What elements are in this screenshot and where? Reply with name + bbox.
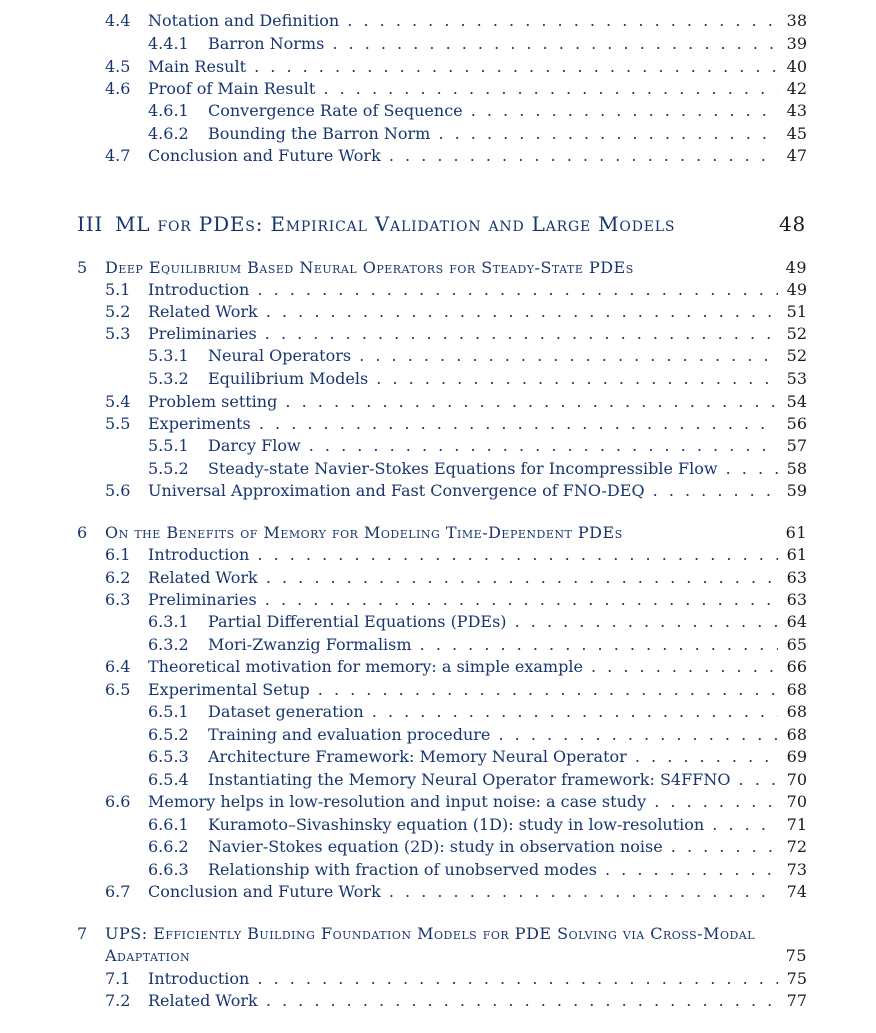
entry-title: Instantiating the Memory Neural Operator framework: S4FFNO . . .	[208, 769, 778, 791]
entry-title: Conclusion and Future Work . . .	[148, 145, 778, 167]
toc-entry-6-3-2[interactable]	[0, 634, 876, 656]
entry-number: 6.3.2	[148, 635, 189, 654]
entry-page: 77	[786, 991, 807, 1010]
entry-number: 6.7	[105, 882, 131, 901]
entry-number: 6.5.1	[148, 702, 189, 721]
entry-page: 63	[786, 568, 807, 587]
entry-page: 58	[786, 459, 807, 478]
entry-number: 5.1	[105, 280, 131, 299]
entry-page: 68	[786, 702, 807, 721]
toc-entry-4-4[interactable]	[0, 10, 876, 32]
entry-title: Notation and Definition . . .	[148, 10, 778, 32]
toc-entry-7-2[interactable]	[0, 990, 876, 1012]
entry-title: Partial Differential Equations (PDEs) . . .	[208, 611, 778, 633]
entry-page: 74	[786, 882, 807, 901]
entry-title: Darcy Flow . . .	[208, 435, 778, 457]
entry-title: Steady-state Navier-Stokes Equations for Incompressible Flow . . .	[208, 458, 778, 480]
chapter-title: On the Benefits of Memory for Modeling Time-Dependent PDEs	[105, 523, 623, 542]
entry-number: 6.5.4	[148, 770, 189, 789]
entry-number: 7.2	[105, 991, 131, 1010]
toc-entry-6-6-1[interactable]	[0, 814, 876, 836]
entry-page: 64	[786, 612, 807, 631]
toc-chapter-7-continued[interactable]	[0, 945, 876, 967]
entry-page: 38	[786, 11, 807, 30]
chapter-page: 61	[785, 523, 807, 542]
toc-part-iii[interactable]	[0, 210, 876, 238]
toc-entry-5-1[interactable]	[0, 279, 876, 301]
entry-title: Mori-Zwanzig Formalism . . .	[208, 634, 778, 656]
toc-entry-6-6-3[interactable]	[0, 859, 876, 881]
entry-number: 6.1	[105, 545, 131, 564]
toc-entry-7-1[interactable]	[0, 968, 876, 990]
toc-entry-4-6-2[interactable]	[0, 123, 876, 145]
entry-title: Introduction . . .	[148, 279, 778, 301]
toc-entry-6-1[interactable]	[0, 544, 876, 566]
entry-number: 6.6.1	[148, 815, 189, 834]
entry-number: 6.6.2	[148, 837, 189, 856]
entry-number: 4.7	[105, 146, 131, 165]
entry-number: 5.5.2	[148, 459, 189, 478]
toc-entry-4-6-1[interactable]	[0, 100, 876, 122]
entry-number: 6.4	[105, 657, 131, 676]
entry-title: Navier-Stokes equation (2D): study in observation noise . . .	[208, 836, 778, 858]
entry-title: Introduction . . .	[148, 968, 778, 990]
toc-entry-4-6[interactable]	[0, 78, 876, 100]
entry-title: Universal Approximation and Fast Convergence of FNO-DEQ . . .	[148, 480, 778, 502]
entry-number: 6.3	[105, 590, 131, 609]
toc-entry-4-7[interactable]	[0, 145, 876, 167]
entry-page: 56	[786, 414, 807, 433]
entry-number: 4.6	[105, 79, 131, 98]
entry-page: 61	[786, 545, 807, 564]
entry-page: 66	[786, 657, 807, 676]
entry-page: 72	[786, 837, 807, 856]
entry-page: 70	[786, 770, 807, 789]
toc-entry-6-5-1[interactable]	[0, 701, 876, 723]
entry-number: 7.1	[105, 969, 131, 988]
entry-page: 68	[786, 725, 807, 744]
entry-title: Convergence Rate of Sequence . . .	[208, 100, 778, 122]
entry-title: Bounding the Barron Norm . . .	[208, 123, 778, 145]
toc-entry-6-6[interactable]	[0, 791, 876, 813]
part-title: ML for PDEs: Empirical Validation and Large Models	[115, 212, 676, 236]
entry-page: 75	[786, 969, 807, 988]
entry-number: 6.5.3	[148, 747, 189, 766]
entry-title: Experimental Setup . . .	[148, 679, 778, 701]
entry-title: Related Work . . .	[148, 567, 778, 589]
entry-page: 70	[786, 792, 807, 811]
entry-title: Neural Operators . . .	[208, 345, 778, 367]
entry-number: 6.3.1	[148, 612, 189, 631]
entry-page: 40	[786, 57, 807, 76]
entry-title: Memory helps in low-resolution and input noise: a case study . . .	[148, 791, 778, 813]
entry-number: 5.3	[105, 324, 131, 343]
part-number: III	[77, 212, 104, 236]
entry-number: 5.3.1	[148, 346, 189, 365]
toc-entry-5-3-1[interactable]	[0, 345, 876, 367]
entry-title: Kuramoto–Sivashinsky equation (1D): study in low-resolution . . .	[208, 814, 778, 836]
entry-page: 68	[786, 680, 807, 699]
toc-entry-5-3[interactable]	[0, 323, 876, 345]
toc-entry-5-2[interactable]	[0, 301, 876, 323]
entry-page: 73	[786, 860, 807, 879]
entry-page: 71	[786, 815, 807, 834]
entry-number: 4.6.1	[148, 101, 189, 120]
part-page: 48	[778, 212, 806, 236]
entry-title: Conclusion and Future Work . . .	[148, 881, 778, 903]
entry-number: 6.6	[105, 792, 131, 811]
entry-number: 6.5	[105, 680, 131, 699]
toc-entry-5-3-2[interactable]	[0, 368, 876, 390]
entry-number: 6.2	[105, 568, 131, 587]
entry-page: 52	[786, 324, 807, 343]
entry-number: 4.5	[105, 57, 131, 76]
toc-entry-5-5[interactable]	[0, 413, 876, 435]
entry-page: 47	[786, 146, 807, 165]
toc-entry-6-5-4[interactable]	[0, 769, 876, 791]
chapter-title: UPS: Efficiently Building Foundation Models for PDE Solving via Cross-Modal	[105, 924, 756, 943]
entry-title: Preliminaries . . .	[148, 323, 778, 345]
chapter-number: 6	[77, 523, 88, 542]
toc-chapter-5[interactable]	[0, 257, 876, 279]
entry-title: Theoretical motivation for memory: a simple example . . .	[148, 656, 778, 678]
toc-entry-4-4-1[interactable]	[0, 33, 876, 55]
entry-page: 65	[786, 635, 807, 654]
entry-number: 4.6.2	[148, 124, 189, 143]
entry-page: 39	[786, 34, 807, 53]
entry-title: Preliminaries . . .	[148, 589, 778, 611]
entry-title: Dataset generation . . .	[208, 701, 778, 723]
entry-page: 45	[786, 124, 807, 143]
entry-title: Introduction . . .	[148, 544, 778, 566]
entry-title: Architecture Framework: Memory Neural Operator . . .	[208, 746, 778, 768]
chapter-number: 5	[77, 258, 88, 277]
entry-number: 5.5	[105, 414, 131, 433]
entry-title: Proof of Main Result . . .	[148, 78, 778, 100]
toc-entry-6-3-1[interactable]	[0, 611, 876, 633]
entry-title: Experiments . . .	[148, 413, 778, 435]
entry-number: 4.4.1	[148, 34, 189, 53]
chapter-title: Adaptation	[105, 946, 191, 965]
entry-title: Related Work . . .	[148, 990, 778, 1012]
chapter-page: 75	[785, 946, 807, 965]
toc-entry-6-5[interactable]	[0, 679, 876, 701]
toc-entry-5-5-1[interactable]	[0, 435, 876, 457]
entry-title: Relationship with fraction of unobserved modes . . .	[208, 859, 778, 881]
entry-page: 52	[786, 346, 807, 365]
toc-entry-6-5-3[interactable]	[0, 746, 876, 768]
entry-number: 5.4	[105, 392, 131, 411]
entry-page: 69	[786, 747, 807, 766]
toc-entry-5-6[interactable]	[0, 480, 876, 502]
entry-page: 42	[786, 79, 807, 98]
entry-title: Barron Norms . . .	[208, 33, 778, 55]
toc-chapter-6[interactable]	[0, 522, 876, 544]
entry-page: 43	[786, 101, 807, 120]
entry-page: 63	[786, 590, 807, 609]
entry-title: Training and evaluation procedure . . .	[208, 724, 778, 746]
entry-number: 4.4	[105, 11, 131, 30]
toc-entry-5-4[interactable]	[0, 391, 876, 413]
toc-entry-4-5[interactable]	[0, 56, 876, 78]
entry-title: Equilibrium Models . . .	[208, 368, 778, 390]
chapter-title: Deep Equilibrium Based Neural Operators for Steady-State PDEs	[105, 258, 634, 277]
entry-title: Main Result . . .	[148, 56, 778, 78]
entry-page: 59	[786, 481, 807, 500]
entry-number: 5.6	[105, 481, 131, 500]
entry-page: 49	[786, 280, 807, 299]
entry-page: 54	[786, 392, 807, 411]
entry-number: 5.5.1	[148, 436, 189, 455]
entry-title: Problem setting . . .	[148, 391, 778, 413]
entry-number: 5.3.2	[148, 369, 189, 388]
toc-entry-6-4[interactable]	[0, 656, 876, 678]
chapter-number: 7	[77, 924, 88, 943]
toc-chapter-7[interactable]	[0, 923, 876, 945]
entry-page: 51	[786, 302, 807, 321]
entry-number: 6.6.3	[148, 860, 189, 879]
toc-entry-6-2[interactable]	[0, 567, 876, 589]
toc-entry-6-6-2[interactable]	[0, 836, 876, 858]
entry-title: Related Work . . .	[148, 301, 778, 323]
toc-entry-6-7[interactable]	[0, 881, 876, 903]
entry-number: 5.2	[105, 302, 131, 321]
entry-page: 53	[786, 369, 807, 388]
chapter-page: 49	[785, 258, 807, 277]
entry-page: 57	[786, 436, 807, 455]
toc-entry-6-3[interactable]	[0, 589, 876, 611]
entry-number: 6.5.2	[148, 725, 189, 744]
toc-entry-6-5-2[interactable]	[0, 724, 876, 746]
toc-entry-5-5-2[interactable]	[0, 458, 876, 480]
